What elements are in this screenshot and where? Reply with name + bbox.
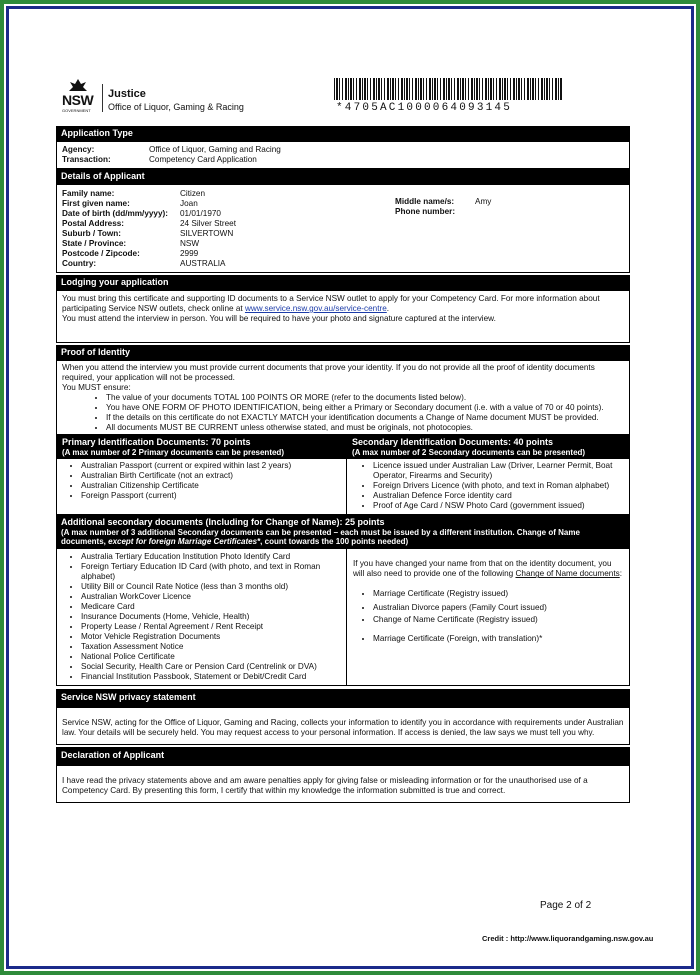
additional-title: Additional secondary documents (Including for Change of Name): 25 points: [61, 516, 385, 527]
list-item: • Financial Institution Passbook, Statement or Debit/Credit Card: [81, 672, 340, 682]
applicant-left: [62, 189, 392, 269]
section-privacy: Service NSW privacy statement: [56, 689, 630, 708]
privacy-box: [56, 708, 630, 745]
list-item: • Medicare Card: [81, 602, 340, 612]
list-item: • Change of Name Certificate (Registry issued): [373, 615, 623, 625]
family-name-row: Family name: Citizen: [62, 189, 206, 198]
nsw-text: NSW: [62, 92, 94, 108]
name-change-list: [353, 579, 623, 644]
list-item: • If the details on this certificate do not EXACTLY MATCH your identification documents a Change of Name document MUST be provided.: [106, 413, 624, 423]
additional-column: [57, 549, 347, 685]
list-item: • Australian Citizenship Certificate: [81, 481, 346, 491]
additional-table: [56, 549, 630, 686]
middle-name-row: Middle name/s: Amy: [395, 197, 492, 206]
list-item: • Australian Divorce papers (Family Court issued): [373, 603, 623, 613]
given-name-row: First given name: Joan: [62, 199, 198, 208]
privacy-text: Service NSW, acting for the Office of Liquor, Gaming and Racing, collects your information to identify you in accordance with requirements under Australian law. Your details will be securely held. You may request access to your personal information. If access is denied, the law says we must tell you why.: [62, 718, 624, 738]
nsw-brand: [62, 78, 98, 113]
list-item: • Licence issued under Australian Law (Driver, Learner Permit, Boat Operator, Firearms and Security): [373, 461, 623, 481]
lodging-text: You must bring this certificate and supporting ID documents to a Service NSW outlet to apply for your Competency Card. For more information about participating Service NSW outlets, check online at www.service.nsw.gov.au/service-centre.: [62, 294, 600, 313]
credit-text: Credit : http://www.liquorandgaming.nsw.gov.au: [482, 934, 654, 943]
service-centre-link[interactable]: www.service.nsw.gov.au/service-centre: [244, 304, 387, 313]
list-item: • All documents MUST BE CURRENT unless otherwise stated, and must be originals, not photocopies.: [106, 423, 624, 433]
applicant-right: [392, 189, 491, 269]
name-change-intro: If you have changed your name from that on the identity document, you will also need to provide one of the following Change of Name documents:: [353, 559, 623, 579]
additional-subtitle: (A max number of 3 additional Secondary documents can be presented – each must be issued by a different institution. Change of Name documents, except for foreign Marriage Certificates*, count towards the 100 points needed): [61, 527, 580, 547]
list-item: • Utility Bill or Council Rate Notice (less than 3 months old): [81, 582, 340, 592]
list-item: • Australian Birth Certificate (not an extract): [81, 471, 346, 481]
list-item: • The value of your documents TOTAL 100 POINTS OR MORE (refer to the documents listed below).: [106, 393, 624, 403]
declaration-text: I have read the privacy statements above and am aware penalties apply for giving false or misleading information or for the unauthorised use of a Competency Card. By presenting this form, I certify that within my knowledge the information submitted is true and correct.: [62, 776, 588, 796]
primary-header: Primary Identification Documents: 70 points (A max number of 2 Primary documents can be presented): [57, 436, 346, 459]
secondary-header: Secondary Identification Documents: 40 points (A max number of 2 Secondary documents can be presented): [347, 436, 629, 459]
primary-column: [57, 436, 347, 514]
government-text: GOVERNMENT: [62, 108, 91, 113]
nsw-logo: [62, 78, 302, 118]
list-item: • Australia Tertiary Education Institution Photo Identify Card: [81, 552, 340, 562]
barcode-number: *4705AC1000064093145: [336, 102, 513, 114]
secondary-column: [347, 436, 629, 514]
id-documents-table: [56, 435, 630, 515]
list-item: • Australian WorkCover Licence: [81, 592, 340, 602]
section-application-type: Application Type: [56, 126, 630, 142]
proof-box: [56, 361, 630, 435]
barcode: [334, 78, 562, 100]
list-item: • Foreign Passport (current): [81, 491, 346, 501]
list-item: • Australian Defence Force identity card: [373, 491, 623, 501]
state-row: State / Province: NSW: [62, 239, 200, 248]
suburb-row: Suburb / Town: SILVERTOWN: [62, 229, 234, 238]
proof-intro: When you attend the interview you must provide current documents that prove your identity. If you do not provide all the proof of identity documents required, your application will not be processed.: [62, 363, 595, 382]
department-name: Justice: [108, 88, 146, 100]
secondary-list: [347, 459, 629, 514]
country-row: Country: AUSTRALIA: [62, 259, 226, 268]
section-additional: [56, 515, 630, 549]
lodging-interview-text: You must attend the interview in person. You will be required to have your photo and signature captured at the interview.: [62, 314, 496, 323]
list-item: • Foreign Drivers Licence (with photo, and text in Roman alphabet): [373, 481, 623, 491]
list-item: • Social Security, Health Care or Pension Card (Centrelink or DVA): [81, 662, 340, 672]
list-item: • Insurance Documents (Home, Vehicle, Health): [81, 612, 340, 622]
list-item: • Marriage Certificate (Foreign, with translation)*: [373, 634, 623, 644]
proof-must: You MUST ensure:: [62, 383, 131, 392]
proof-list: [62, 393, 624, 433]
page-number: Page 2 of 2: [540, 900, 592, 911]
section-lodging: Lodging your application: [56, 275, 630, 291]
office-name: Office of Liquor, Gaming & Racing: [108, 102, 244, 112]
section-proof: Proof of Identity: [56, 345, 630, 361]
primary-list: [57, 459, 346, 504]
form-body: [56, 126, 630, 803]
list-item: • Property Lease / Rental Agreement / Rent Receipt: [81, 622, 340, 632]
agency-row: Agency: Office of Liquor, Gaming and Racing: [62, 145, 281, 154]
application-type-box: [56, 142, 630, 169]
dob-row: Date of birth (dd/mm/yyyy): 01/01/1970: [62, 209, 221, 218]
list-item: • Foreign Tertiary Education ID Card (with photo, and text in Roman alphabet): [81, 562, 340, 582]
lodging-box: [56, 291, 630, 343]
postcode-row: Postcode / Zipcode: 2999: [62, 249, 199, 258]
list-item: • Motor Vehicle Registration Documents: [81, 632, 340, 642]
phone-row: Phone number:: [395, 207, 456, 216]
declaration-box: [56, 766, 630, 803]
list-item: • Proof of Age Card / NSW Photo Card (government issued): [373, 501, 623, 511]
list-item: • Marriage Certificate (Registry issued): [373, 589, 623, 599]
section-applicant: Details of Applicant: [56, 169, 630, 185]
name-change-column: [347, 549, 629, 685]
transaction-row: Transaction: Competency Card Application: [62, 155, 257, 164]
list-item: • Taxation Assessment Notice: [81, 642, 340, 652]
postal-row: Postal Address: 24 Silver Street: [62, 219, 236, 228]
applicant-box: [56, 185, 630, 273]
additional-list: [57, 549, 346, 685]
list-item: • Australian Passport (current or expired within last 2 years): [81, 461, 346, 471]
list-item: • You have ONE FORM OF PHOTO IDENTIFICATION, being either a Primary or Secondary document (i.e. with a value of 70 or 40 points).: [106, 403, 624, 413]
logo-divider: [102, 84, 103, 112]
list-item: • National Police Certificate: [81, 652, 340, 662]
section-declaration: Declaration of Applicant: [56, 747, 630, 766]
waratah-icon: [68, 78, 88, 92]
